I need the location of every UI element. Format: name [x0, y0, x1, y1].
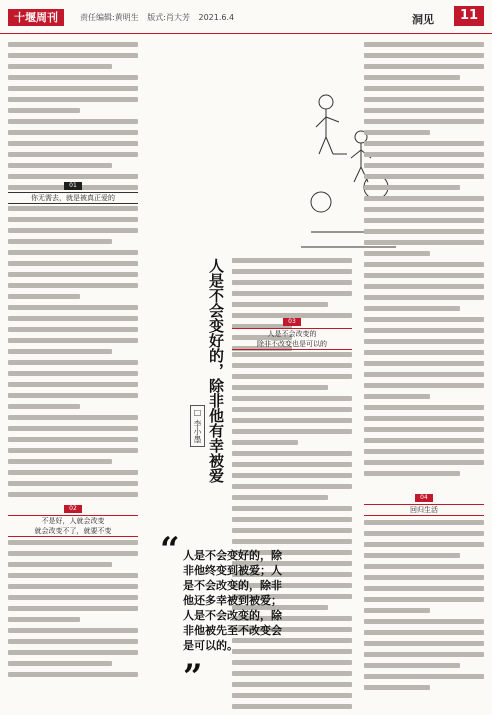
page-header [0, 0, 492, 34]
header-rule [0, 33, 492, 34]
text-column-1c [8, 540, 138, 683]
subhead-text: 你无需去，就是被真正爱的 [8, 192, 138, 204]
subhead-01 [8, 182, 138, 204]
subhead-04 [364, 494, 484, 516]
layout-credit: 版式:肖大芳 [147, 13, 190, 22]
subhead-text: 不是好，人就会改变 就会改变不了，就要不变 [8, 515, 138, 537]
subhead-text: 回归生活 [364, 504, 484, 516]
header-meta [80, 12, 240, 23]
subhead-number: 04 [415, 494, 433, 502]
subhead-02 [8, 505, 138, 537]
section-name: 洞见 [412, 13, 434, 26]
text-column-4 [364, 42, 484, 482]
newspaper-brand: 十堰周刊 [8, 9, 64, 26]
page-number: 11 [454, 6, 484, 26]
text-column-3-wide [232, 258, 352, 324]
subhead-number: 03 [283, 318, 301, 326]
article-title: 人是不会变好的，除非他有幸被爱 [207, 258, 225, 483]
open-quote-mark: “ [160, 530, 180, 570]
subhead-text: 人是不会改变的 除非不改变也是可以的 [232, 328, 352, 350]
subhead-03 [232, 318, 352, 350]
text-column-3b [232, 352, 352, 715]
subhead-number: 02 [64, 505, 82, 513]
issue-date: 2021.6.4 [198, 13, 235, 22]
article-byline: □ 李小墨 [190, 405, 205, 447]
pull-quote: 人是不会变好的，除非他终变到被爱；人是不会改变的，除非他还多幸被到被爱；人是不会改变的，除非他被先至不改变会是可以的。 [183, 549, 282, 652]
text-column-4b [364, 520, 484, 696]
text-column-1 [8, 42, 138, 196]
text-column-1b [8, 206, 138, 503]
subhead-number: 01 [64, 182, 82, 190]
editor-credit: 责任编辑:黄明生 [80, 13, 139, 22]
close-quote-mark: ” [183, 657, 203, 697]
